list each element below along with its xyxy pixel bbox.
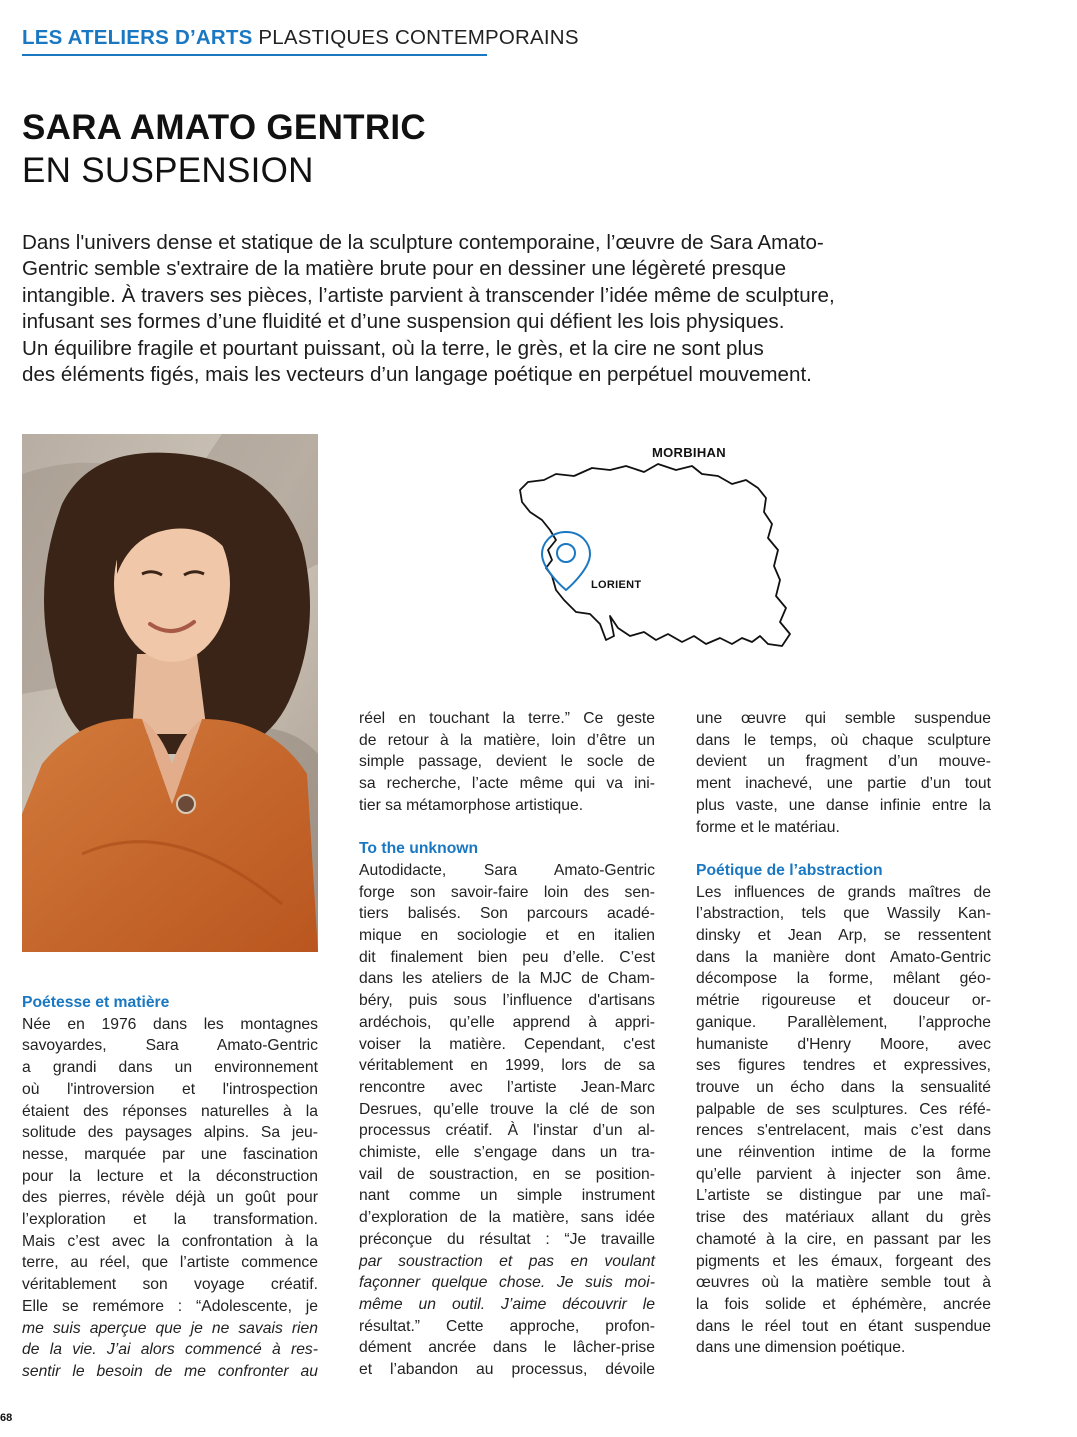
article-title: SARA AMATO GENTRIC <box>22 108 427 147</box>
text-line: trise des matériaux allant du grès <box>696 1209 991 1227</box>
intro-line: Gentric semble s'extraire de la matière brute pour en dessiner une légèreté presque <box>22 257 787 281</box>
text-line: de la vie. J’ai alors commencé à res- <box>22 1341 318 1359</box>
text-line: dans les ateliers de la MJC de Cham- <box>359 970 655 988</box>
text-line: étaient des réponses naturelles à la <box>22 1102 318 1120</box>
text-line: véritablement son voyage créatif. <box>22 1276 318 1294</box>
intro-paragraph <box>22 230 1022 388</box>
map-city-label: LORIENT <box>591 579 642 591</box>
text-line: véritablement en 1999, lors de sa <box>359 1057 655 1075</box>
intro-line: des éléments figés, mais les vecteurs d’un langage poétique en perpétuel mouvement. <box>22 363 812 387</box>
text-line: nant comme un simple instrument <box>359 1187 655 1205</box>
text-line: même un outil. J’aime découvrir le <box>359 1295 655 1313</box>
text-line: forme et le matériau. <box>696 818 840 836</box>
text-line: la fois solide et éphémère, ancrée <box>696 1295 991 1313</box>
text-line: béry, puis sous l’influence d'artisans <box>359 992 655 1010</box>
section-underline <box>22 54 487 56</box>
text-line: humaniste d'Henry Moore, avec <box>696 1035 991 1053</box>
text-line: tier sa métamorphose artistique. <box>359 796 584 814</box>
text-line: dans la manière dont Amato-Gentric <box>696 948 991 966</box>
text-line: processus créatif. À l'instar d’un al- <box>359 1122 655 1140</box>
text-line: et l’abandon au processus, dévoile <box>359 1361 655 1379</box>
text-line: préconçue du résultat : “Je travaille <box>359 1230 655 1248</box>
text-line: vail de soustraction, en se position- <box>359 1165 655 1183</box>
column-3 <box>696 708 991 1359</box>
page-number: 68 <box>0 1412 13 1424</box>
text-line: une œuvre qui semble suspendue <box>696 710 991 727</box>
text-line: simple passage, devient le socle de <box>359 753 655 771</box>
text-line: Mais c’est avec la confrontation à la <box>22 1232 318 1250</box>
text-line: palpable de ses sculptures. Ces réfé- <box>696 1100 991 1118</box>
text-line: ardéchois, qu’elle apprend à appri- <box>359 1013 655 1031</box>
text-line: chamoté à la cire, en passant par les <box>696 1230 991 1248</box>
text-line: où l'introversion et l'introspection <box>22 1080 318 1098</box>
col1-heading: Poétesse et matière <box>22 994 170 1011</box>
text-line: par soustraction et pas en voulant <box>359 1252 655 1270</box>
text-line: pigments et les émaux, forgeant des <box>696 1252 991 1270</box>
text-line: résultat.” Cette approche, profon- <box>359 1317 655 1335</box>
text-line: solitude des paysages alpins. Sa jeu- <box>22 1124 318 1142</box>
text-line: forge son savoir-faire loin des sen- <box>359 883 655 901</box>
text-line: sentir le besoin de me confronter au <box>22 1362 318 1380</box>
text-line: de retour à la matière, loin d’être un <box>359 731 655 749</box>
text-line: ganique. Parallèlement, l’approche <box>696 1013 991 1031</box>
text-line: rences s'entrelacent, mais c’est dans <box>696 1122 991 1140</box>
text-line: sa recherche, l’acte même qui va ini- <box>359 775 655 793</box>
text-line: ses figures tendres et expressives, <box>696 1057 991 1075</box>
text-line: L’artiste se distingue par une maî- <box>696 1187 991 1205</box>
text-line: terre, au réel, que l’artiste commence <box>22 1254 318 1272</box>
text-line: a grandi dans un environnement <box>22 1059 318 1077</box>
text-line: dans une dimension poétique. <box>696 1339 906 1357</box>
text-line: l’exploration et la transformation. <box>22 1211 318 1229</box>
text-line: tiers balisés. Son parcours acadé- <box>359 905 655 923</box>
text-line: Desrues, qu’elle trouve la clé de son <box>359 1100 655 1118</box>
text-line: Elle se remémore : “Adolescente, je <box>22 1297 318 1315</box>
text-line: ment inachevé, une partie d’un tout <box>696 775 991 793</box>
intro-line: infusant ses formes d’une fluidité et d’une suspension qui défient les lois physiques. <box>22 310 785 334</box>
text-line: façonner quelque chose. Je suis moi- <box>359 1274 655 1292</box>
text-line: une réinvention intime de la forme <box>696 1144 991 1162</box>
text-line: réel en touchant la terre.” Ce geste <box>359 710 655 727</box>
intro-line: intangible. À travers ses pièces, l’artiste parvient à transcender l’idée même de sculpture, <box>22 283 835 307</box>
artist-portrait-photo <box>22 434 318 952</box>
text-line: Les influences de grands maîtres de <box>696 883 991 901</box>
text-line: devient un fragment d’un mouve- <box>696 753 991 771</box>
map-region-label: MORBIHAN <box>652 445 726 460</box>
text-line: savoyardes, Sara Amato-Gentric <box>22 1037 318 1055</box>
text-line: trouve un écho dans la sensualité <box>696 1078 991 1096</box>
text-line: Née en 1976 dans les montagnes <box>22 1015 318 1033</box>
col2-heading: To the unknown <box>359 840 479 858</box>
paragraph-gap <box>359 817 655 839</box>
col3-heading: Poétique de l’abstraction <box>696 861 883 879</box>
text-line: métrie rigoureuse et douceur or- <box>696 992 991 1010</box>
text-line: qu’elle parvient à injecter son âme. <box>696 1165 991 1183</box>
text-line: mique en sociologie et en italien <box>359 927 655 945</box>
text-line: œuvres où la matière semble tout à <box>696 1274 991 1292</box>
text-line: me suis aperçue que je ne savais rien <box>22 1319 318 1337</box>
paragraph-gap <box>696 838 991 860</box>
column-1 <box>22 992 318 1383</box>
text-line: plus vaste, une danse infinie entre la <box>696 796 991 814</box>
text-line: d’exploration de la matière, sans idée <box>359 1209 655 1227</box>
text-line: dément ancrée dans le lâcher-prise <box>359 1339 655 1357</box>
text-line: dans le temps, où chaque sculpture <box>696 731 991 749</box>
text-line: dans le réel tout en étant suspendue <box>696 1317 991 1335</box>
article-subtitle: EN SUSPENSION <box>22 151 314 190</box>
text-line: chimiste, elle s’engage dans un tra- <box>359 1144 655 1162</box>
section-heading <box>22 26 579 50</box>
text-line: nesse, marquée par une fascination <box>22 1145 318 1163</box>
intro-line: Un équilibre fragile et pourtant puissant, où la terre, le grès, et la cire ne sont plus <box>22 336 764 360</box>
section-heading-bold: LES ATELIERS D’ARTS <box>22 26 253 49</box>
map-outline <box>506 440 806 660</box>
portrait-illustration <box>22 434 318 952</box>
intro-line: Dans l'univers dense et statique de la sculpture contemporaine, l’œuvre de Sara Amato- <box>22 231 824 254</box>
text-line: l’abstraction, tels que Wassily Kan- <box>696 905 991 923</box>
text-line: Autodidacte, Sara Amato-Gentric <box>359 861 655 879</box>
section-heading-rest: PLASTIQUES CONTEMPORAINS <box>258 26 579 49</box>
text-line: des pierres, révèle déjà un goût pour <box>22 1189 318 1207</box>
text-line: pour la lecture et la déconstruction <box>22 1167 318 1185</box>
morbihan-map <box>506 440 806 660</box>
text-line: décompose la forme, mêlant géo- <box>696 970 991 988</box>
text-line: voiser la matière. Cependant, c'est <box>359 1035 655 1053</box>
text-line: dinsky et Jean Arp, se ressentent <box>696 927 991 945</box>
text-line: rencontre avec l’artiste Jean-Marc <box>359 1078 655 1096</box>
text-line: dit finalement bien peu d’elle. C’est <box>359 948 655 966</box>
column-2 <box>359 708 655 1381</box>
